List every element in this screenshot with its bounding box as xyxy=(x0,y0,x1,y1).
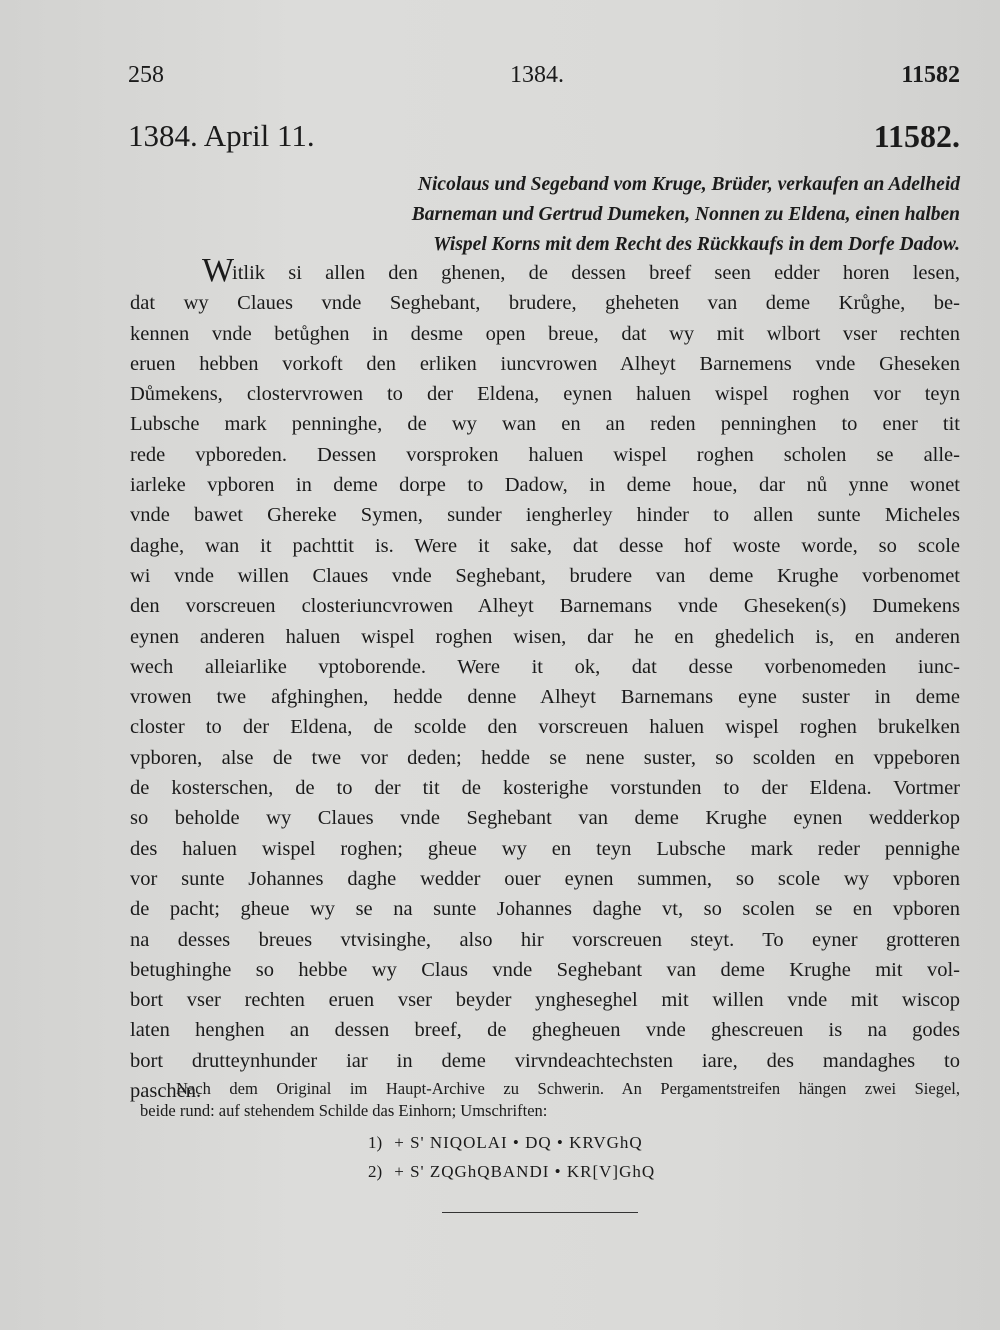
summary-line: Nicolaus und Segeband vom Kruge, Brüder, verkaufen an Adelheid xyxy=(417,174,960,195)
charter-line: eynen anderen haluen wispel roghen wisen, dar he en ghedelich is, en anderen xyxy=(130,625,960,648)
charter-line: na desses breues vtvisinghe, also hir vorscreuen steyt. To eyner grotteren xyxy=(130,928,960,951)
charter-text xyxy=(130,252,960,1106)
source-note xyxy=(140,1078,960,1122)
seal-inscription: + S' NIQOLAI • DQ • KRVGhQ xyxy=(394,1133,643,1152)
charter-line: rede vpboreden. Dessen vorsproken haluen wispel roghen scholen se alle- xyxy=(130,443,960,466)
charter-line: de kosterschen, de to der tit de kosterighe vorstunden to der Eldena. Vortmer xyxy=(130,777,960,800)
charter-line: des haluen wispel roghen; gheue wy en teyn Lubsche mark reder pennighe xyxy=(130,837,960,860)
summary-line: Barneman und Gertrud Dumeken, Nonnen zu Eldena, einen halben xyxy=(411,204,960,225)
drop-initial: W xyxy=(202,252,235,289)
charter-line: Důmekens, clostervrowen to der Eldena, eynen haluen wispel roghen vor teyn xyxy=(130,383,960,406)
running-head-year: 1384. xyxy=(510,62,564,88)
charter-line: vrowen twe afghinghen, hedde denne Alheyt Barnemans eyne suster in deme xyxy=(130,686,960,709)
charter-line: paschen. xyxy=(130,1080,202,1103)
note-line: Nach dem Original im Haupt-Archive zu Schwerin. An Pergamentstreifen hängen zwei Siegel, xyxy=(176,1079,960,1098)
seal-inscription: + S' ZQGhQBANDI • KR[V]GhQ xyxy=(394,1162,656,1181)
charter-line: eruen hebben vorkoft den erliken iuncvrowen Alheyt Barnemens vnde Gheseken xyxy=(130,352,960,375)
charter-line: itlik si allen den ghenen, de dessen breef seen edder horen lesen, xyxy=(232,262,960,284)
charter-line: wech alleiarlike vptoborende. Were it ok, dat desse vorbenomeden iunc- xyxy=(130,655,960,678)
charter-line: betughinghe so hebbe wy Claus vnde Seghebant van deme Krughe mit vol- xyxy=(130,958,960,981)
note-line: beide rund: auf stehendem Schilde das Einhorn; Umschriften: xyxy=(140,1101,548,1120)
charter-line: vnde bawet Ghereke Symen, sunder iengherley hinder to allen sunte Micheles xyxy=(130,504,960,527)
running-head-document-number: 11582 xyxy=(901,62,960,88)
charter-first-line xyxy=(130,252,960,289)
charter-line: den vorscreuen closteriuncvrowen Alheyt Barnemans vnde Gheseken(s) Dumekens xyxy=(130,595,960,618)
charter-line: bort drutteynhunder iar in deme virvndeachtechsten iare, des mandaghes to xyxy=(130,1049,960,1072)
entry-number: 11582. xyxy=(873,118,960,154)
charter-line: laten henghen an dessen breef, de ghegheuen vnde ghescreuen is na godes xyxy=(130,1019,960,1042)
running-head xyxy=(128,62,960,92)
end-rule xyxy=(442,1212,638,1213)
entry-date: 1384. April 11. xyxy=(128,118,315,153)
entry-summary xyxy=(128,170,960,260)
charter-line: daghe, wan it pachttit is. Were it sake, dat desse hof woste worde, so scole xyxy=(130,534,960,557)
charter-line: de pacht; gheue wy se na sunte Johannes daghe vt, so scolen se en vpboren xyxy=(130,898,960,921)
charter-line: dat wy Claues vnde Seghebant, brudere, gheheten van deme Krůghe, be- xyxy=(130,292,960,315)
summary-line: Wispel Korns mit dem Recht des Rückkaufs in dem Dorfe Dadow. xyxy=(433,234,960,255)
seal-legend xyxy=(368,1157,655,1186)
entry-heading xyxy=(128,118,960,158)
seal-legend xyxy=(368,1128,655,1157)
charter-line: so beholde wy Claues vnde Seghebant van deme Krughe eynen wedderkop xyxy=(130,807,960,830)
seal-legends xyxy=(368,1128,655,1186)
charter-line: closter to der Eldena, de scolde den vorscreuen haluen wispel roghen brukelken xyxy=(130,716,960,739)
charter-line: wi vnde willen Claues vnde Seghebant, brudere van deme Krughe vorbenomet xyxy=(130,564,960,587)
charter-line: vor sunte Johannes daghe wedder ouer eynen summen, so scole wy vpboren xyxy=(130,867,960,890)
seal-number: 1) xyxy=(368,1133,383,1152)
charter-line: vpboren, alse de twe vor deden; hedde se nene suster, so scolden en vppeboren xyxy=(130,746,960,769)
seal-number: 2) xyxy=(368,1162,383,1181)
charter-line: kennen vnde betůghen in desme open breue, dat wy mit wlbort vser rechten xyxy=(130,322,960,345)
page-number: 258 xyxy=(128,62,164,88)
charter-line: bort vser rechten eruen vser beyder yngheseghel mit willen vnde mit wiscop xyxy=(130,989,960,1012)
charter-line: Lubsche mark penninghe, de wy wan en an reden penninghen to ener tit xyxy=(130,413,960,436)
charter-line: iarleke vpboren in deme dorpe to Dadow, in deme houe, dar nů ynne wonet xyxy=(130,474,960,497)
